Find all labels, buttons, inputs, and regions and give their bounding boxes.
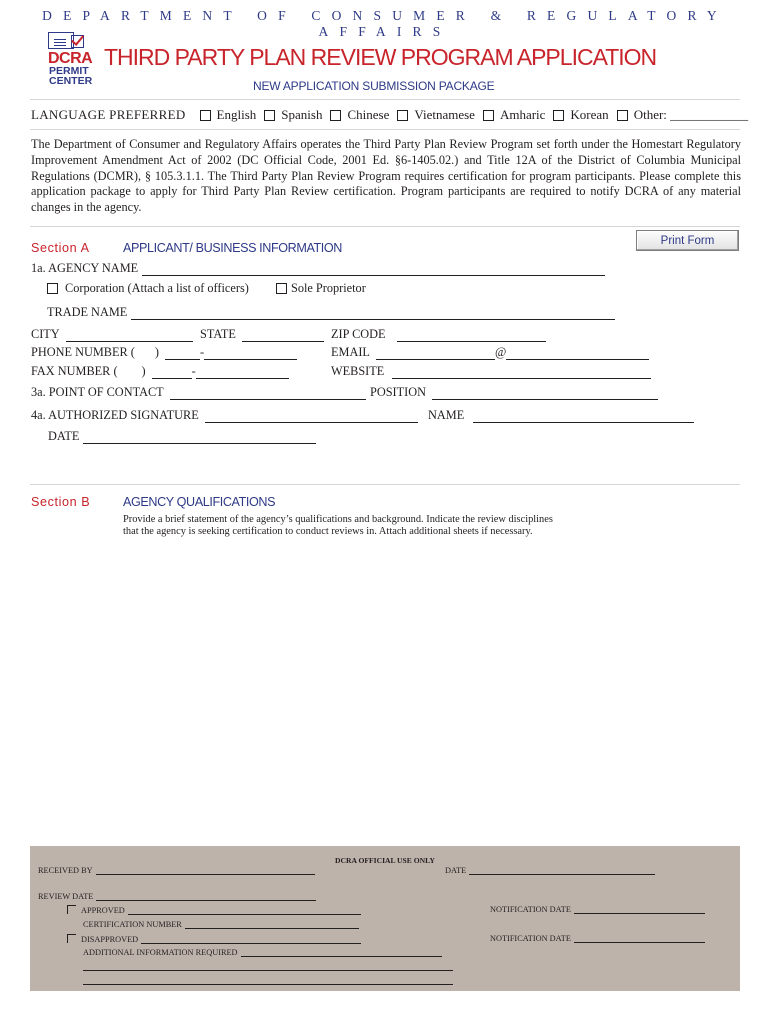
- language-option-amharic[interactable]: Amharic: [483, 107, 545, 123]
- notification-date-row-1: NOTIFICATION DATE: [490, 905, 705, 914]
- additional-info-line-2[interactable]: [83, 970, 453, 971]
- official-use-panel: [30, 846, 740, 991]
- fax-number-field[interactable]: [196, 369, 289, 379]
- checkmark-icon: [71, 35, 84, 48]
- state-row: STATE: [200, 327, 324, 342]
- qualifications-text-area[interactable]: [123, 545, 740, 840]
- zip-field[interactable]: [397, 332, 546, 342]
- checkbox[interactable]: [483, 110, 494, 121]
- corporation-option[interactable]: Corporation (Attach a list of officers): [47, 281, 249, 296]
- checkbox[interactable]: [200, 110, 211, 121]
- checkbox[interactable]: [397, 110, 408, 121]
- additional-info-line-3[interactable]: [83, 984, 453, 985]
- other-language-field[interactable]: ____________: [670, 107, 749, 122]
- section-a-label: Section A: [31, 241, 90, 255]
- logo-permit-center-text: PERMIT CENTER: [49, 65, 93, 87]
- disapproved-checkbox[interactable]: [67, 934, 76, 943]
- department-name: DEPARTMENT OF CONSUMER & REGULATORY AFFAIRS: [42, 8, 728, 39]
- checkbox[interactable]: [276, 283, 287, 294]
- city-row: CITY: [31, 327, 193, 342]
- divider: [30, 226, 740, 227]
- phone-number-field[interactable]: [204, 350, 297, 360]
- zip-row: ZIP CODE: [331, 327, 546, 342]
- agency-name-field[interactable]: [142, 266, 605, 276]
- notification-date-field-1[interactable]: [574, 906, 705, 914]
- disapproved-row: DISAPPROVED: [67, 934, 361, 944]
- received-by-field[interactable]: [96, 867, 315, 875]
- language-option-vietnamese[interactable]: Vietnamese: [397, 107, 475, 123]
- name-row: NAME: [428, 408, 694, 423]
- certification-number-field[interactable]: [185, 921, 359, 929]
- additional-info-row: ADDITIONAL INFORMATION REQUIRED: [83, 948, 442, 957]
- received-date-row: DATE: [445, 866, 655, 875]
- point-of-contact-field[interactable]: [170, 390, 366, 400]
- state-field[interactable]: [242, 332, 324, 342]
- notification-date-row-2: NOTIFICATION DATE: [490, 934, 705, 943]
- checkbox[interactable]: [330, 110, 341, 121]
- position-field[interactable]: [432, 390, 658, 400]
- trade-name-row: TRADE NAME: [47, 305, 615, 320]
- agency-name-row: 1a. AGENCY NAME: [31, 261, 605, 276]
- phone-prefix-field[interactable]: [165, 350, 200, 360]
- official-use-title: DCRA OFFICIAL USE ONLY: [335, 856, 435, 865]
- review-date-field[interactable]: [96, 893, 316, 901]
- email-row: EMAIL @: [331, 345, 649, 360]
- point-of-contact-row: 3a. POINT OF CONTACT: [31, 385, 366, 400]
- notification-date-field-2[interactable]: [574, 935, 705, 943]
- page-subtitle: NEW APPLICATION SUBMISSION PACKAGE: [253, 79, 495, 93]
- email-domain-field[interactable]: [506, 350, 649, 360]
- section-a-heading: APPLICANT/ BUSINESS INFORMATION: [123, 241, 342, 255]
- checkbox[interactable]: [553, 110, 564, 121]
- email-user-field[interactable]: [376, 350, 495, 360]
- print-form-button[interactable]: Print Form: [636, 230, 739, 251]
- logo-dcra-text: DCRA: [48, 50, 93, 67]
- fax-prefix-field[interactable]: [152, 369, 192, 379]
- language-preferred-row: [31, 107, 756, 123]
- checkbox[interactable]: [47, 283, 58, 294]
- trade-name-field[interactable]: [131, 310, 615, 320]
- language-option-english[interactable]: English: [200, 107, 257, 123]
- divider: [30, 484, 740, 485]
- approved-checkbox[interactable]: [67, 905, 76, 914]
- language-option-korean[interactable]: Korean: [553, 107, 608, 123]
- received-by-row: RECEIVED BY: [38, 866, 315, 875]
- approved-row: APPROVED: [67, 905, 361, 915]
- certification-number-row: CERTIFICATION NUMBER: [83, 920, 359, 929]
- language-option-spanish[interactable]: Spanish: [264, 107, 322, 123]
- signature-row: 4a. AUTHORIZED SIGNATURE: [31, 408, 418, 423]
- language-option-chinese[interactable]: Chinese: [330, 107, 389, 123]
- language-label: LANGUAGE PREFERRED: [31, 107, 186, 122]
- intro-paragraph: The Department of Consumer and Regulatory Affairs operates the Third Party Plan Review Program set forth under the Homestart Regulatory Improvement Amendment Act of 2002 (DC Official Code, 2001 Ed. §6-1405.02.) and Title 12A of the District of Columbia Municipal Regulations (DCMR), § 105.3.1.1. The Third Party Plan Review Program requires certification for program participants. Please complete this application package to apply for Third Party Plan Review certification. Program participants are required to notify DCRA of any material changes in the agency.: [31, 137, 741, 215]
- disapproved-field[interactable]: [141, 936, 361, 944]
- checkbox[interactable]: [264, 110, 275, 121]
- date-field[interactable]: [83, 434, 316, 444]
- website-field[interactable]: [392, 369, 651, 379]
- checkbox[interactable]: [617, 110, 628, 121]
- date-row: DATE: [48, 429, 316, 444]
- section-b-instructions: Provide a brief statement of the agency’s qualifications and background. Indicate the review disciplines that the agency is seeking certification to conduct reviews in. Attach additional sheets if necessary.: [123, 514, 553, 538]
- section-b-heading: AGENCY QUALIFICATIONS: [123, 495, 276, 509]
- divider: [30, 129, 740, 130]
- approved-field[interactable]: [128, 907, 361, 915]
- city-field[interactable]: [66, 332, 193, 342]
- dcra-permit-center-logo: [46, 30, 93, 88]
- signature-field[interactable]: [205, 413, 418, 423]
- name-field[interactable]: [473, 413, 694, 423]
- website-row: WEBSITE: [331, 364, 651, 379]
- additional-info-field[interactable]: [241, 949, 442, 957]
- language-option-other[interactable]: Other: ____________: [617, 107, 748, 123]
- received-date-field[interactable]: [469, 867, 655, 875]
- section-b-label: Section B: [31, 495, 91, 509]
- review-date-row: REVIEW DATE: [38, 892, 316, 901]
- page-title: THIRD PARTY PLAN REVIEW PROGRAM APPLICATION: [104, 44, 657, 70]
- fax-row: FAX NUMBER ( ) -: [31, 364, 289, 379]
- position-row: POSITION: [370, 385, 658, 400]
- phone-row: PHONE NUMBER ( ) -: [31, 345, 297, 360]
- divider: [30, 99, 740, 100]
- sole-proprietor-option[interactable]: Sole Proprietor: [276, 281, 366, 296]
